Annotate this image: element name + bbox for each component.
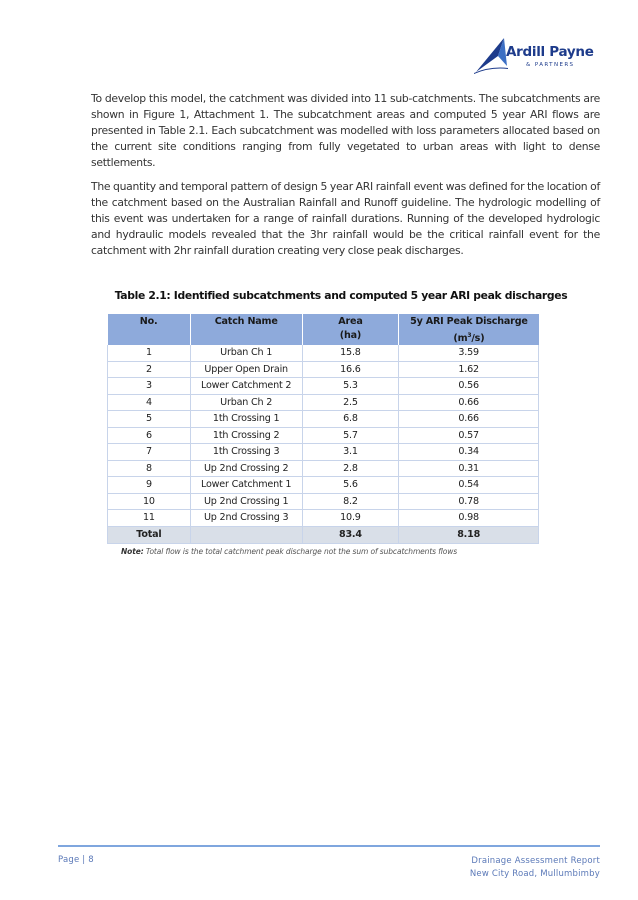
table-cell: 0.56 bbox=[399, 378, 539, 395]
table-cell: 1th Crossing 1 bbox=[190, 411, 302, 428]
table-cell: 6 bbox=[108, 427, 191, 444]
table-cell: 3.1 bbox=[302, 444, 399, 461]
logo-sail-icon bbox=[474, 36, 508, 74]
table-cell: 0.57 bbox=[399, 427, 539, 444]
table-cell: 4 bbox=[108, 394, 191, 411]
table-row bbox=[108, 378, 539, 395]
table-cell: Urban Ch 2 bbox=[190, 394, 302, 411]
table-row bbox=[108, 477, 539, 494]
table-row bbox=[108, 444, 539, 461]
table-cell: 9 bbox=[108, 477, 191, 494]
note-text: Total flow is the total catchment peak discharge not the sum of subcatchments flows bbox=[143, 547, 458, 556]
footer-divider bbox=[58, 845, 600, 847]
table-cell: Up 2nd Crossing 1 bbox=[190, 493, 302, 510]
header-area: Area (ha) bbox=[302, 314, 399, 345]
footer-report-title: Drainage Assessment Report bbox=[471, 856, 600, 866]
table-cell: 8 bbox=[108, 460, 191, 477]
subcatchments-table bbox=[107, 314, 539, 544]
table-cell: 2.8 bbox=[302, 460, 399, 477]
table-note bbox=[121, 547, 457, 556]
table-cell: 15.8 bbox=[302, 345, 399, 361]
total-area: 83.4 bbox=[302, 526, 399, 543]
table-cell: 3.59 bbox=[399, 345, 539, 361]
header-peak-discharge: 5y ARI Peak Discharge $(m^3/s)$ bbox=[399, 314, 539, 345]
table-cell: 8.2 bbox=[302, 493, 399, 510]
paragraph-rainfall: The quantity and temporal pattern of design 5 year ARI rainfall event was defined for the location of the catchment based on the Australian Rainfall and Runoff guideline. The hydrologic modelling of this event was undertaken for a range of rainfall durations. Running of the developed hydrologic and hydraulic models revealed that the 3hr rainfall would be the critical rainfall event for the catchment with 2hr rainfall duration creating very close peak discharges. bbox=[91, 180, 600, 258]
table-cell: Lower Catchment 2 bbox=[190, 378, 302, 395]
table-cell: 0.54 bbox=[399, 477, 539, 494]
table-cell: 0.66 bbox=[399, 411, 539, 428]
table-cell: 1th Crossing 2 bbox=[190, 427, 302, 444]
table-cell: 11 bbox=[108, 510, 191, 527]
header-no: No. bbox=[108, 314, 191, 345]
table-row bbox=[108, 427, 539, 444]
logo-name: Ardill Payne bbox=[506, 44, 594, 60]
table-cell: 16.6 bbox=[302, 361, 399, 378]
total-name bbox=[190, 526, 302, 543]
total-label: Total bbox=[108, 526, 191, 543]
table-caption: Table 2.1: Identified subcatchments and computed 5 year ARI peak discharges bbox=[114, 289, 568, 302]
table-cell: 2.5 bbox=[302, 394, 399, 411]
table-row bbox=[108, 510, 539, 527]
table-cell: 5.6 bbox=[302, 477, 399, 494]
table-cell: 5.7 bbox=[302, 427, 399, 444]
table-cell: 1 bbox=[108, 345, 191, 361]
footer-location: New City Road, Mullumbimby bbox=[469, 869, 600, 879]
table-cell: Lower Catchment 1 bbox=[190, 477, 302, 494]
table-cell: 1th Crossing 3 bbox=[190, 444, 302, 461]
table-cell: 5 bbox=[108, 411, 191, 428]
table-cell: 0.78 bbox=[399, 493, 539, 510]
table-row bbox=[108, 394, 539, 411]
table-cell: 10.9 bbox=[302, 510, 399, 527]
footer-report-info bbox=[470, 855, 600, 881]
table-cell: 5.3 bbox=[302, 378, 399, 395]
logo-subtitle: & PARTNERS bbox=[526, 62, 575, 68]
table-row bbox=[108, 411, 539, 428]
table-cell: Up 2nd Crossing 3 bbox=[190, 510, 302, 527]
table-cell: 6.8 bbox=[302, 411, 399, 428]
table-cell: 2 bbox=[108, 361, 191, 378]
table-cell: 0.31 bbox=[399, 460, 539, 477]
page-number: Page | 8 bbox=[58, 855, 94, 865]
table-row bbox=[108, 345, 539, 361]
table-cell: 7 bbox=[108, 444, 191, 461]
table-cell: 3 bbox=[108, 378, 191, 395]
company-logo bbox=[474, 36, 604, 74]
total-discharge: 8.18 bbox=[399, 526, 539, 543]
paragraph-subcatchments: To develop this model, the catchment was divided into 11 sub-catchments. The subcatchments are shown in Figure 1, Attachment 1. The subcatchment areas and computed 5 year ARI flows are presented in Table 2.1. Each subcatchment was modelled with loss parameters allocated based on the current site conditions ranging from fully vegetated to urban areas with light to dense settlements. bbox=[91, 92, 600, 170]
table-cell: 1.62 bbox=[399, 361, 539, 378]
table-cell: 10 bbox=[108, 493, 191, 510]
table-cell: Upper Open Drain bbox=[190, 361, 302, 378]
header-catch-name: Catch Name bbox=[190, 314, 302, 345]
table-cell: Urban Ch 1 bbox=[190, 345, 302, 361]
table-row bbox=[108, 361, 539, 378]
table-row bbox=[108, 460, 539, 477]
table-cell: 0.34 bbox=[399, 444, 539, 461]
table-cell: Up 2nd Crossing 2 bbox=[190, 460, 302, 477]
note-label: Note: bbox=[121, 547, 144, 556]
table-cell: 0.98 bbox=[399, 510, 539, 527]
table-header-row bbox=[108, 314, 539, 345]
table-row bbox=[108, 493, 539, 510]
table-total-row bbox=[108, 526, 539, 543]
table-cell: 0.66 bbox=[399, 394, 539, 411]
